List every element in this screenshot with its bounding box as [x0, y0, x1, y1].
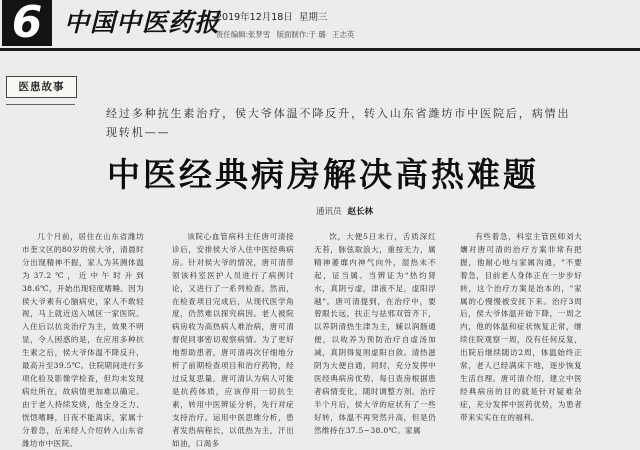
byline	[316, 205, 373, 217]
editor-credit: 责任编辑:张梦雪	[216, 30, 271, 39]
article-column-4	[460, 231, 582, 441]
article-column-2	[172, 231, 294, 448]
issue-date-text: 2019年12月18日	[216, 12, 293, 23]
byline-label: 通讯员	[316, 207, 342, 217]
layout-credit: 版面制作:于 璐	[276, 30, 326, 39]
article-headline: 中医经典病房解决高热难题	[107, 155, 539, 194]
column-3-text: 饮，大便5日未行，舌质深红无苔，脉弦取浪大，重按无力，属精神萎靡内神气向外，湿热未不起，证当属。当辨证为"热灼肾水，真阴亏虚，津液不足，虚阳浮越"。唐可清提到，在治疗中，要曾眼长远，扶正与祛邪双管齐下，以养阴清热生津为主，辅以润肠通便，以收养为预防治疗自虚汤加减，真阴得复则虚阳自敛。清热滋阴为大便自通，同时，充分发挥中医经典病房优势，每日查房根据患者病情变化，随时调整方剂。治疗半个月后，侯大爷的症状有了一些好转，体温不再突然升高，但是仍然维持在37.5~38.0℃。家属	[314, 232, 436, 435]
column-4-text: 有些着急，科室主管医师刘大孃对唐可清的治疗方案非常有把握，他耐心地与家属沟通，"不要着急，目前老人身体正在一步步好转，这个治疗方案是治本的，"家属的心慢慢被安抚下来。治疗3周后，侯大爷体温开始下降，一周之内，他的体温和症状恢复正常，继续住院观察一周，没有任何反复，出院后继续随访2周，体温始终正常，老人已经满床下地，逐步恢复生活自理。唐可清介绍，建立中医经典病房的目的就是针对疑难杂症，充分发挥中医药优势，为患者带来实实在在的福利。	[460, 232, 582, 422]
layout-credit-2: 王志英	[332, 30, 355, 39]
column-2-text: 该院心血管病科主任唐可清接诊后，安排侯大爷入住中医经典病房。针对侯大爷的情况，唐可清带领该科室医护人员进行了病例讨论，又进行了一系列检查。然而，在检查项目完成后，从现代医学角度，仍然难以探究病因。老人被院病房收为高热病人难治病，唐可清督促同事密切观察病情。为了更好地帮助患者，唐可清再次仔细地分析了前期检查项目和治疗药物，经过反复思量，唐可清认为病人可能是抗药体质，应该停用一切抗生素，转用中医辨证分析，先行对症支持治疗。运用中医思维分析，患者发热病程长，以低热为主，汗出如油，口渴多	[172, 232, 294, 448]
column-1-text: 几个月前，居住在山东省潍坊市奎文区的80岁的侯大爷，清晨时分出现精神不振，家人为其测体温为37.2℃，近中午时升到38.6℃，开始出现轻度嗜睡。因为侯大爷素有心脑病史，家人不敢轻视，马上就近送入城区一家医院。入住后以抗炎治疗为主，效果不明显，令人困惑的是，在应用多种抗生素之后，侯大爷体温不降反升，最高升至39.5℃。住院期间进行多项化验及影像学检查，但均未发现病灶所在，故病情更加难以确定。由于老人持续发烧，他全身乏力、恍惚嗜睡，日夜不能离床，家属十分着急，后来经人介绍转入山东省潍坊市中医院。	[22, 232, 144, 448]
article-body	[22, 231, 640, 448]
tag-divider	[6, 104, 75, 105]
page-number: 6	[2, 0, 52, 46]
column-tag: 医患故事	[6, 76, 77, 98]
issue-date	[216, 9, 327, 23]
header-rule	[0, 48, 640, 51]
issue-weekday: 星期三	[298, 12, 328, 23]
paper-name: 中国中医药报	[64, 8, 221, 37]
article-column-3	[314, 231, 436, 441]
article-deck: 经过多种抗生素治疗，侯大爷体温不降反升，转入山东省潍坊市中医院后，病情出现转机——	[106, 107, 571, 139]
editor-line	[216, 29, 358, 40]
byline-name: 赵长林	[347, 207, 374, 217]
article-column-1	[22, 231, 144, 448]
